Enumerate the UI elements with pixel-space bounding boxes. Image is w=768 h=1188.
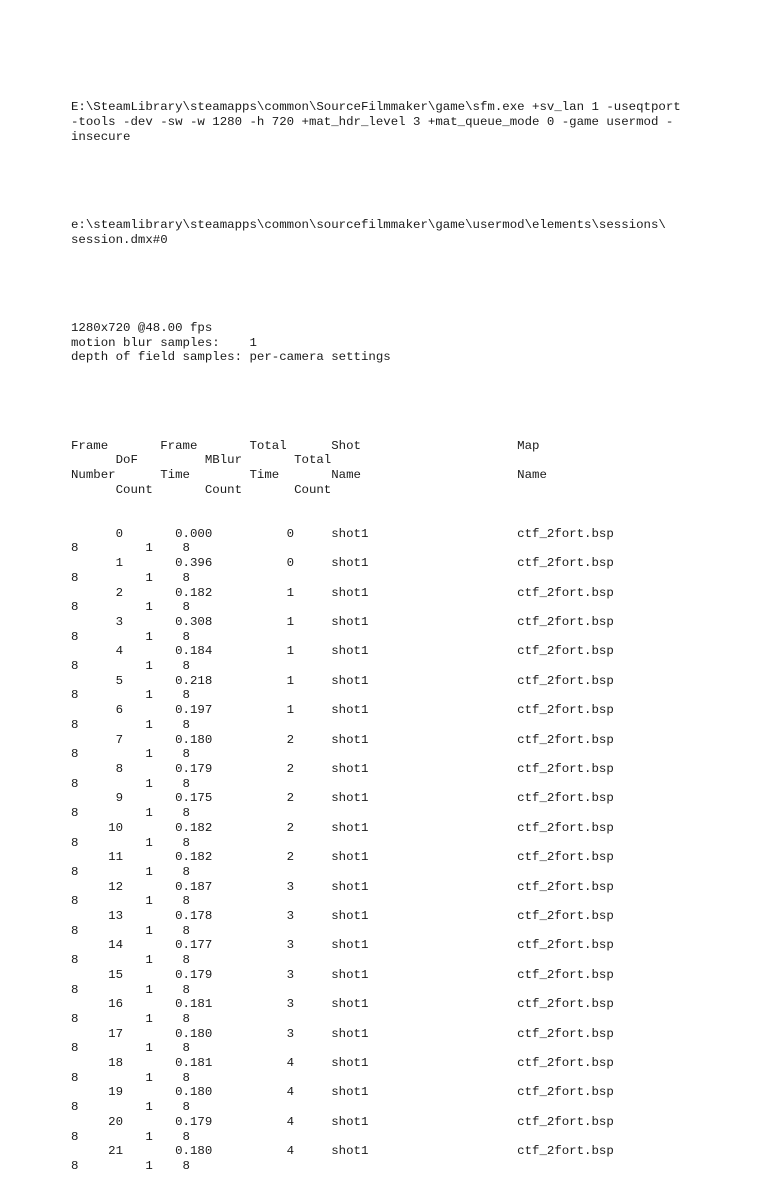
table-row-counts-line: 8 1 8 <box>71 776 190 791</box>
command-line-line: E:\SteamLibrary\steamapps\common\SourceFilmmaker\game\sfm.exe +sv_lan 1 -useqtport <box>71 100 681 115</box>
table-row <box>71 938 731 967</box>
command-line-line: -tools -dev -sw -w 1280 -h 720 +mat_hdr_level 3 +mat_queue_mode 0 -game usermod - <box>71 115 674 130</box>
table-row-primary-line: 12 0.187 3 shot1 ctf_2fort.bsp <box>71 879 614 894</box>
table-row <box>71 644 731 673</box>
table-row-counts-line: 8 1 8 <box>71 600 190 615</box>
blank-line <box>71 394 731 409</box>
table-row-counts-line: 8 1 8 <box>71 835 190 850</box>
table-row-primary-line: 2 0.182 1 shot1 ctf_2fort.bsp <box>71 585 614 600</box>
table-row-counts-line: 8 1 8 <box>71 747 190 762</box>
table-row-counts-line: 8 1 8 <box>71 659 190 674</box>
table-row-counts-line: 8 1 8 <box>71 982 190 997</box>
table-row-primary-line: 10 0.182 2 shot1 ctf_2fort.bsp <box>71 820 614 835</box>
table-row <box>71 1027 731 1056</box>
session-path-line: e:\steamlibrary\steamapps\common\sourcefilmmaker\game\usermod\elements\sessions\ <box>71 218 666 233</box>
table-row-counts-line: 8 1 8 <box>71 1011 190 1026</box>
settings-block <box>71 321 731 365</box>
table-row <box>71 1144 731 1173</box>
table-row <box>71 850 731 879</box>
table-row <box>71 1115 731 1144</box>
table-row <box>71 586 731 615</box>
table-row-counts-line: 8 1 8 <box>71 1100 190 1115</box>
table-row-primary-line: 17 0.180 3 shot1 ctf_2fort.bsp <box>71 1026 614 1041</box>
table-row <box>71 703 731 732</box>
table-row-primary-line: 3 0.308 1 shot1 ctf_2fort.bsp <box>71 614 614 629</box>
table-row-primary-line: 8 0.179 2 shot1 ctf_2fort.bsp <box>71 762 614 776</box>
table-row <box>71 880 731 909</box>
table-row-primary-line: 6 0.197 1 shot1 ctf_2fort.bsp <box>71 703 614 718</box>
table-row <box>71 733 731 762</box>
table-row <box>71 909 731 938</box>
table-row-counts-line: 8 1 8 <box>71 953 190 968</box>
table-row <box>71 556 731 585</box>
table-row-primary-line: 11 0.182 2 shot1 ctf_2fort.bsp <box>71 850 614 865</box>
blank-line <box>71 174 731 189</box>
table-row-counts-line: 8 1 8 <box>71 717 190 732</box>
table-row-counts-line: 8 1 8 <box>71 688 190 703</box>
table-header-line: DoF MBlur Total <box>71 453 332 468</box>
blank-line <box>71 277 731 292</box>
table-row-counts-line: 8 1 8 <box>71 894 190 909</box>
table-row-counts-line: 8 1 8 <box>71 570 190 585</box>
table-row-primary-line: 20 0.179 4 shot1 ctf_2fort.bsp <box>71 1114 614 1129</box>
table-row <box>71 821 731 850</box>
table-row <box>71 615 731 644</box>
table-row-primary-line: 9 0.175 2 shot1 ctf_2fort.bsp <box>71 791 614 806</box>
table-row-counts-line: 8 1 8 <box>71 629 190 644</box>
table-row-primary-line: 13 0.178 3 shot1 ctf_2fort.bsp <box>71 909 614 924</box>
table-row-counts-line: 8 1 8 <box>71 1041 190 1056</box>
table-row-primary-line: 0 0.000 0 shot1 ctf_2fort.bsp <box>71 526 614 541</box>
settings-dof-line: depth of field samples: per-camera settings <box>71 350 391 365</box>
table-row <box>71 997 731 1026</box>
session-path-block <box>71 218 731 247</box>
command-line-line: insecure <box>71 129 131 144</box>
table-row-primary-line: 4 0.184 1 shot1 ctf_2fort.bsp <box>71 644 614 659</box>
command-line-block <box>71 100 731 144</box>
table-row-primary-line: 16 0.181 3 shot1 ctf_2fort.bsp <box>71 997 614 1012</box>
table-row-primary-line: 5 0.218 1 shot1 ctf_2fort.bsp <box>71 673 614 688</box>
table-row-counts-line: 8 1 8 <box>71 923 190 938</box>
table-row-counts-line: 8 1 8 <box>71 541 190 556</box>
table-row-primary-line: 7 0.180 2 shot1 ctf_2fort.bsp <box>71 732 614 747</box>
table-row-counts-line: 8 1 8 <box>71 1158 190 1173</box>
table-row-counts-line: 8 1 8 <box>71 806 190 821</box>
table-row-primary-line: 19 0.180 4 shot1 ctf_2fort.bsp <box>71 1085 614 1100</box>
table-header-line: Number Time Time Name Name <box>71 467 547 482</box>
table-row-counts-line: 8 1 8 <box>71 1129 190 1144</box>
table-row-primary-line: 15 0.179 3 shot1 ctf_2fort.bsp <box>71 967 614 982</box>
table-row-counts-line: 8 1 8 <box>71 1070 190 1085</box>
table-row <box>71 762 731 791</box>
session-path-line: session.dmx#0 <box>71 232 168 247</box>
table-body <box>71 527 731 1174</box>
table-header-line: Count Count Count <box>71 482 332 497</box>
table-row <box>71 674 731 703</box>
settings-motion-blur-line: motion blur samples: 1 <box>71 335 257 350</box>
table-row <box>71 1056 731 1085</box>
table-row-primary-line: 21 0.180 4 shot1 ctf_2fort.bsp <box>71 1144 614 1159</box>
table-row-primary-line: 14 0.177 3 shot1 ctf_2fort.bsp <box>71 938 614 953</box>
table-header <box>71 439 731 498</box>
table-row-primary-line: 18 0.181 4 shot1 ctf_2fort.bsp <box>71 1056 614 1071</box>
document-page <box>71 71 731 1188</box>
table-row-primary-line: 1 0.396 0 shot1 ctf_2fort.bsp <box>71 556 614 571</box>
table-row <box>71 1085 731 1114</box>
table-row <box>71 968 731 997</box>
table-row <box>71 791 731 820</box>
table-row <box>71 527 731 556</box>
table-header-line: Frame Frame Total Shot Map <box>71 438 540 453</box>
settings-fps-line: 1280x720 @48.00 fps <box>71 320 213 335</box>
table-row-counts-line: 8 1 8 <box>71 864 190 879</box>
